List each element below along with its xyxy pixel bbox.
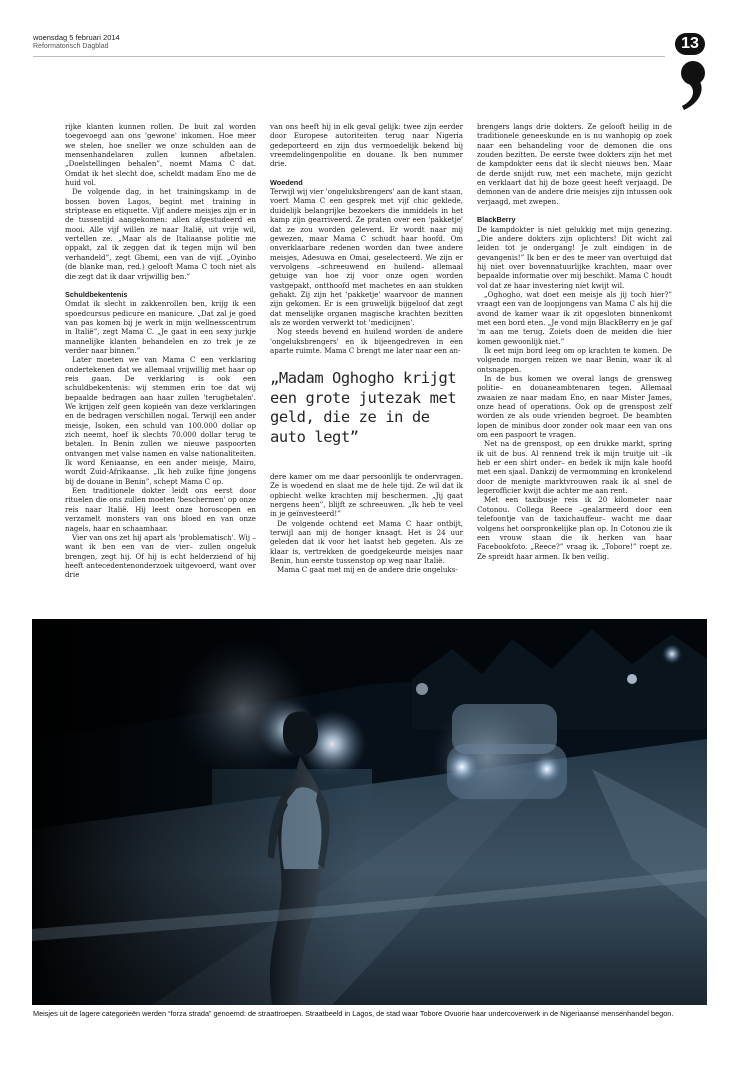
article-column-2-continued bbox=[270, 472, 463, 575]
paragraph: brengers langs drie dokters. Ze gelooft heilig in de traditionele geneeskunde en is nu wanhopig op zoek naar een behandeling voor de demonen die ons zouden bezitten. De eerste twee dokters zijn het met de kampdokter eens dat ik slecht nieuws ben. Maar de derde snijdt ruw, met een machete, mijn gezicht en verklaart dat hij de boze geest heeft verjaagd. De demonen van de andere drie meisjes zijn intussen ook verjaagd, met zwepen. bbox=[477, 122, 672, 206]
article-column-3 bbox=[477, 122, 672, 561]
subheading-woedend: Woedend bbox=[270, 177, 303, 187]
paragraph: Ik eet mijn bord leeg om op krachten te komen. De volgende morgen reizen we naar Benin, waar ik al ontsnappen. bbox=[477, 345, 672, 374]
paragraph: De kampdokter is niet gelukkig met mijn genezing. „Die andere dokters zijn oplichters! Dit wicht zal leiden tot je ondergang! Je zult eindigen in de gevangenis!” Ik ben er des te meer van overtuigd dat hij niet over bovennatuurlijke krachten, maar over bepaalde informatie over mij beschikt. Mama C houdt vol dat ze haar investering niet kwijt wil. bbox=[477, 224, 672, 290]
pull-quote: „Madam Oghogho krijgt een grote jutezak met geld, die ze in de auto legt” bbox=[270, 369, 457, 446]
street-photo bbox=[32, 619, 707, 1005]
photo-caption: Meisjes uit de lagere categorieën werden “forza strada” genoemd: de straattroepen. Straatbeeld in Lagos, de stad waar Tobore Ovuorie haar undercoverwerk in de Nigeriaanse mensenhandel begon. bbox=[33, 1009, 674, 1018]
paragraph: rijke klanten kunnen rollen. De buit zal worden toegevoegd aan ons 'gewone' inkomen. Hoe meer we stelen, hoe sneller we onze schulden aan de mensenhandelaren zullen kunnen afbetalen. „Doelstellingen behalen”, noemt Mama C dat. Omdat ik het slecht doe, scheldt madam Eno me de huid vol. bbox=[65, 122, 256, 188]
subheading-schuldbekentenis: Schuldbekentenis bbox=[65, 289, 128, 299]
paragraph: Terwijl wij vier 'ongeluksbrengers' aan de kant staan, voert Mama C een gesprek met vijf chic geklede, duidelijk belangrijke bezoekers die inmiddels in het kamp zijn gearriveerd. Ze praten over een 'pakketje' dat ze zou worden geleverd. Er wordt naar mij gewezen, maar Mama C schudt haar hoofd. Om onverklaarbare redenen worden dan twee andere meisjes, Adesuwa en Omai, geselecteerd. We zijn er vervolgens –schreeuwend en huilend– allemaal getuige van hoe zij voor onze ogen worden vastgepakt, ontthoofd met machetes en aan stukken gehakt. Zij zijn het 'pakketje' waarvoor de mannen zijn gekomen. Er is een gruwelijk bijgeloof dat zegt dat menselijke organen magische krachten bezitten als ze worden verwerkt tot 'medicijnen'. bbox=[270, 187, 463, 327]
subheading-blackberry: BlackBerry bbox=[477, 215, 516, 225]
paragraph: Net na de grenspost, op een drukke markt, spring ik uit de bus. Al rennend trek ik mijn truitje uit –ik heb er een shirt onder– en bedek ik mijn kale hoofd met een sjaal. Dankzij de vermomming en kronkelend door de menigte marktvrouwen raak ik al snel de legerofficier kwijt die achter me aan rent. bbox=[477, 439, 672, 496]
article-column-1 bbox=[65, 122, 256, 580]
street-night-scene bbox=[32, 619, 707, 1005]
paragraph: De volgende dag, in het trainingskamp in de bossen boven Lagos, begint met training in striptease en etiquette. Vijf andere meisjes zijn er in de tussentijd aangekomen: allen afgestudeerd en mooi. Alle vijf willen ze naar Italië, uit vrije wil, vertellen ze. „Maar als de Italiaanse politie me oppakt, zal ik zeggen dat ik tegen mijn wil ben verhandeld”, zegt Gbemi, een van de vijf. „Oyinbo (de blanke man, red.) gelooft Mama C toch niet als die zegt dat ik daar vrijwillig ben.” bbox=[65, 187, 256, 281]
paragraph: Omdat ik slecht in zakkenrollen ben, krijg ik een spoedcursus pedicure en manicure. „Dat zal je goed van pas komen bij je werk in mijn wellnesscentrum in Italië”, zegt Mama C. „Je gaat in een sexy jurkje mannelijke klanten behandelen en zo trek je ze verder naar binnen.” bbox=[65, 299, 256, 355]
paragraph: „Oghogho, wat doet een meisje als jij toch hier?” vraagt een van de loopjongens van Mama C als hij die avond de kamer waar ik zit opgesloten binnenkomt met een bord eten. „Je vond mijn BlackBerry en je gaf 'm aan me terug. Zoiets doen de meiden die hier komen gewoonlijk niet.” bbox=[477, 289, 672, 346]
paragraph: Een traditionele dokter leidt ons eerst door rituelen die ons zullen moeten 'beschermen' op onze reis naar Italië. Hij leest onze horoscopen en verzamelt monsters van ons bloed en van onze nagels, haar en schaamhaar. bbox=[65, 486, 256, 533]
header-newspaper-name: Reformatorisch Dagblad bbox=[33, 43, 109, 50]
comma-icon bbox=[680, 60, 708, 112]
paragraph: dere kamer om me daar persoonlijk te ondervragen. Ze is woedend en slaat me de hele tijd. Ze wil dat ik opbiecht welke krachten mij beschermen. „Jij gaat nergens heen”, blijft ze schreeuwen. „Ik heb te veel in je geïnvesteerd!” bbox=[270, 472, 463, 519]
paragraph: van ons heeft hij in elk geval gelijk: twee zijn eerder door Europese autoriteiten terug naar Nigeria gedeporteerd en zijn dus vermoedelijk bekend bij vreemdelingenpolitie en douane. Ik ben nummer drie. bbox=[270, 122, 463, 169]
article-column-2 bbox=[270, 122, 463, 355]
header-divider bbox=[33, 56, 665, 57]
header-date: woensdag 5 februari 2014 bbox=[33, 33, 120, 42]
paragraph: In de bus komen we overal langs de grensweg politie– en douaneambtenaren tegen. Allemaal zwaaien ze naar madam Eno, en naar Mister James, onze head of operations. Ook op de grenspost zelf worden ze als oude vrienden begroet. De beambten lopen de minibus door zonder ook maar een van ons om een paspoort te vragen. bbox=[477, 374, 672, 440]
paragraph: Vier van ons zet hij apart als 'problematisch'. Wij –want ik ben een van de vier– zullen ongeluk brengen, zegt hij. Of hij is echt helderziend of hij heeft antecedentenonderzoek uitgevoerd, want over drie bbox=[65, 532, 256, 580]
paragraph: Later moeten we van Mama C een verklaring ondertekenen dat we allemaal vrijwillig met haar op reis gaan. De verklaring is ook een schuldbekentenis: wij stemmen erin toe dat wij bepaalde bedragen aan haar zullen 'terugbetalen'. We krijgen zelf geen kopieën van deze verklaringen en de bedragen verschillen nogal. Terwijl een ander meisje, Isoken, een schuld van 100.000 dollar op zich neemt, hoef ik slechts 70.000 dollar terug te betalen. In Benin zullen we nieuwe paspoorten ontvangen met valse namen en valse nationaliteiten. Ik word Keniaanse, en een ander meisje, Mairo, wordt Zuid-Afrikaanse. „Ik heb zulke fijne jongens bij de douane in Benin”, schept Mama C op. bbox=[65, 355, 256, 486]
paragraph: Nog steeds bevend en huilend worden de andere 'ongeluksbrengers' en ik bijeengedreven in een aparte ruimte. Mama C brengt me later naar een an- bbox=[270, 327, 463, 355]
page-number: 13 bbox=[675, 33, 705, 55]
paragraph: Met een taxibusje reis ik 20 kilometer naar Cotonou. Collega Reece –gealarmeerd door een telefoontje van de taxichauffeur– wacht me daar volgens het oorspronkelijke plan op. In Cotonou zie ik een vrouw staan die ik herken van haar Facebookfoto. „Reece?” vraag ik. „Tobore!” roept ze. Ze spreidt haar armen. Ik ben veilig. bbox=[477, 495, 672, 561]
paragraph: De volgende ochtend eet Mama C haar ontbijt, terwijl aan mij de honger knaagt. Het is 24 uur geleden dat ik voor het laatst heb gegeten. Als ze klaar is, vertrekken de goedgekeurde meisjes naar Benin, hun eerste tussenstop op weg naar Italië. bbox=[270, 518, 463, 566]
paragraph: Mama C gaat met mij en de andere drie ongeluks- bbox=[277, 565, 458, 575]
